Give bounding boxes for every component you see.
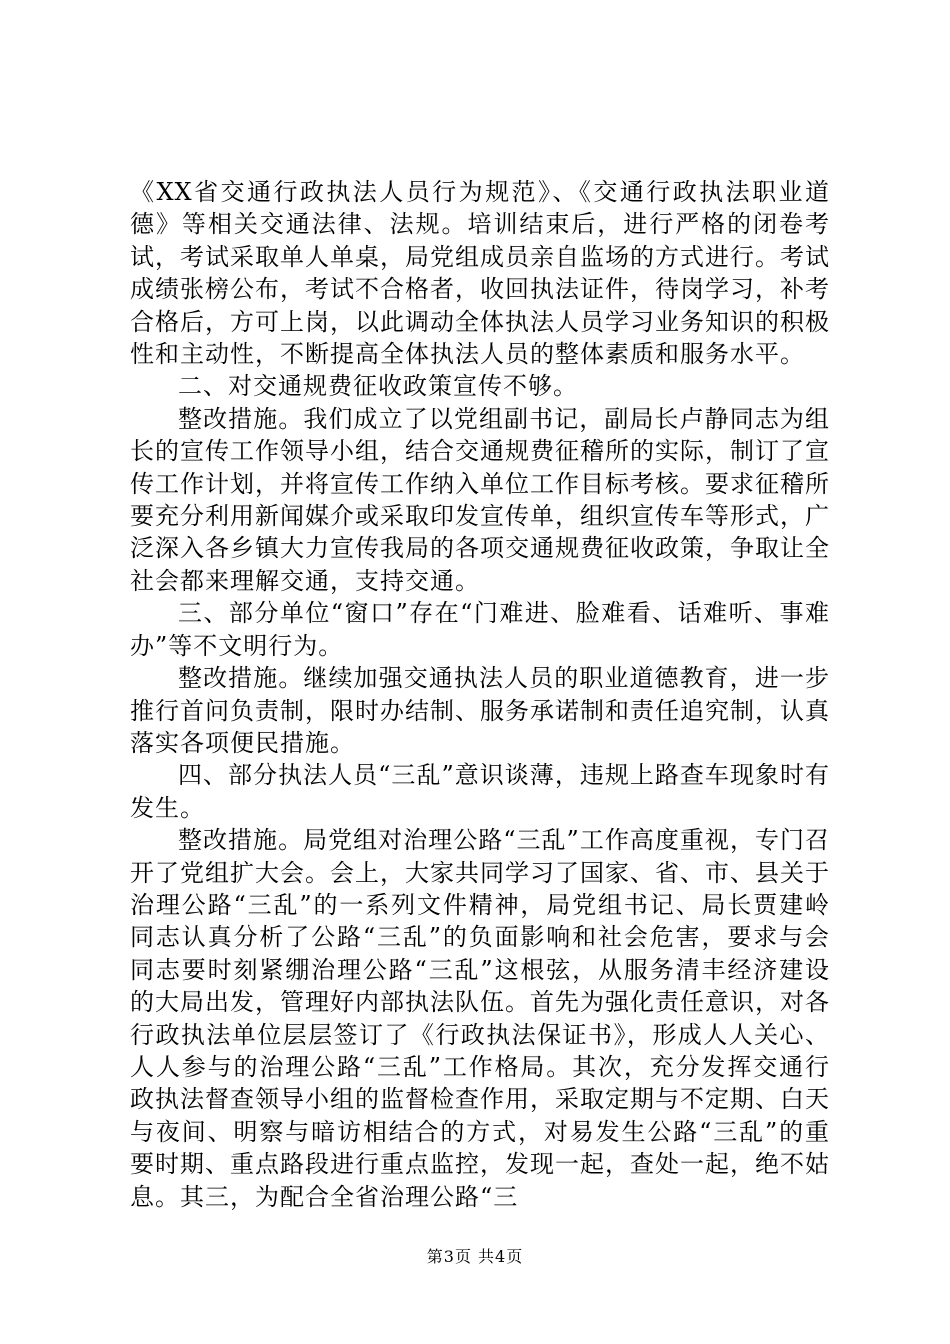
paragraph-7: 整改措施。局党组对治理公路“三乱”工作高度重视，专门召开了党组扩大会。会上，大家共同学习了国家、省、市、县关于治理公路“三乱”的一系列文件精神，局党组书记、局长贾建岭同志认真分析了公路“三乱”的负面影响和社会危害，要求与会同志要时刻紧绷治理公路“三乱”这根弦，从服务清丰经济建设的大局出发，管理好内部执法队伍。首先为强化责任意识，对各行政执法单位层层签订了《行政执法保证书》，形成人人关心、人人参与的治理公路“三乱”工作格局。其次，充分发挥交通行政执法督查领导小组的监督检查作用，采取定期与不定期、白天与夜间、明察与暗访相结合的方式，对易发生公路“三乱”的重要时期、重点路段进行重点监控，发现一起，查处一起，绝不姑息。其三，为配合全省治理公路“三 (130, 826, 830, 1211)
paragraph-4-heading: 三、部分单位“窗口”存在“门难进、脸难看、话难听、事难办”等不文明行为。 (130, 599, 830, 660)
paragraph-5: 整改措施。继续加强交通执法人员的职业道德教育，进一步推行首问负责制，限时办结制、服务承诺制和责任追究制，认真落实各项便民措施。 (130, 664, 830, 757)
paragraph-6-heading: 四、部分执法人员“三乱”意识谈薄，违规上路查车现象时有发生。 (130, 761, 830, 822)
paragraph-2-heading: 二、对交通规费征收政策宣传不够。 (178, 372, 578, 401)
document-body (130, 176, 830, 1213)
page-number-footer: 第3页 共4页 (426, 1247, 524, 1266)
paragraph-1: 《XX省交通行政执法人员行为规范》、《交通行政执法职业道德》等相关交通法律、法规。培训结束后，进行严格的闭卷考试，考试采取单人单桌，局党组成员亲自监场的方式进行。考试成绩张榜公布，考试不合格者，收回执法证件，待岗学习，补考合格后，方可上岗，以此调动全体执法人员学习业务知识的积极性和主动性，不断提高全体执法人员的整体素质和服务水平。 (130, 178, 830, 369)
paragraph-3: 整改措施。我们成立了以党组副书记，副局长卢静同志为组长的宣传工作领导小组，结合交通规费征稽所的实际，制订了宣传工作计划，并将宣传工作纳入单位工作目标考核。要求征稽所要充分利用新闻媒介或采取印发宣传单，组织宣传车等形式，广泛深入各乡镇大力宣传我局的各项交通规费征收政策，争取让全社会都来理解交通，支持交通。 (130, 404, 830, 595)
